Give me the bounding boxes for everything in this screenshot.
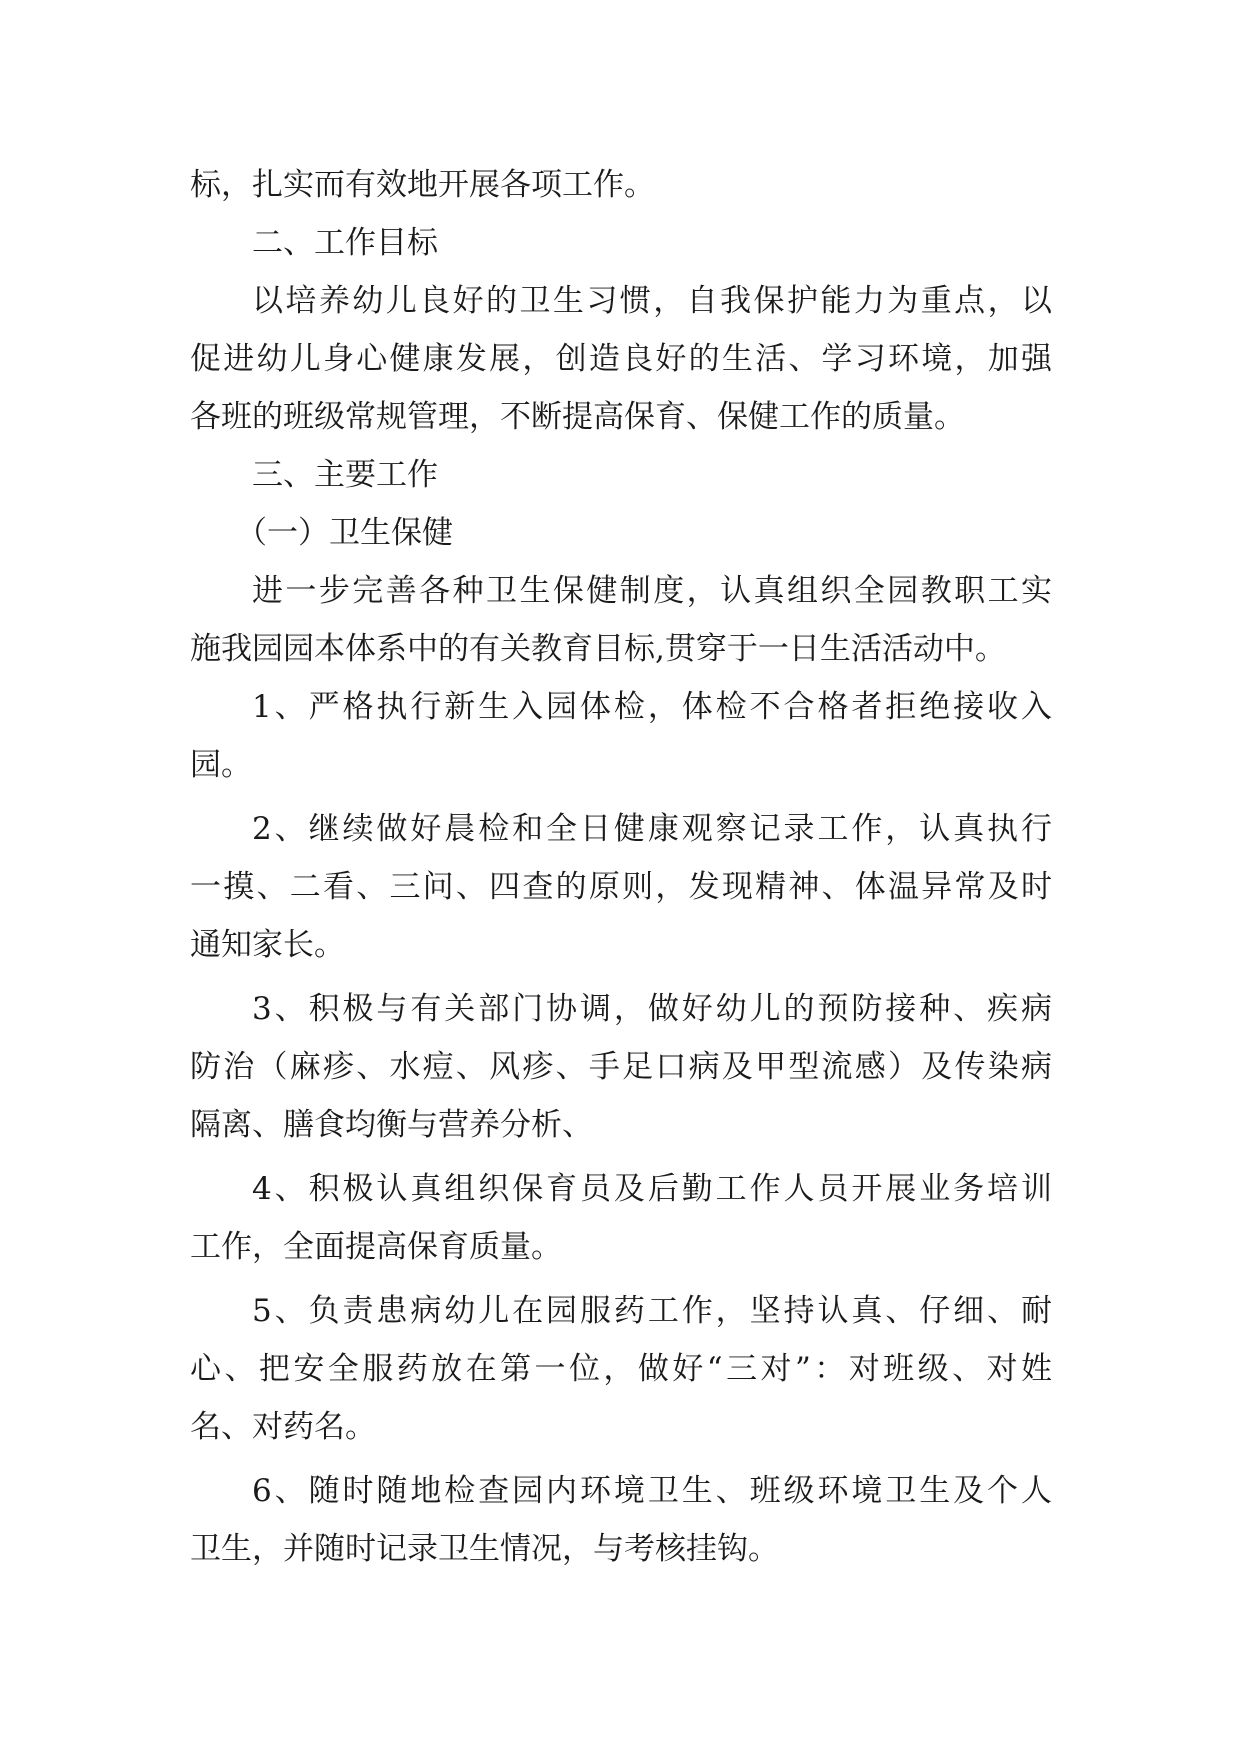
section-heading: 三、主要工作: [252, 457, 438, 493]
list-item-line: 3、积极与有关部门协调，做好幼儿的预防接种、疾病: [252, 991, 1052, 1027]
text-line: 以培养幼儿良好的卫生习惯，自我保护能力为重点，以: [252, 283, 1052, 319]
list-item-line: 2、继续做好晨检和全日健康观察记录工作，认真执行: [252, 811, 1052, 847]
document-body: [190, 156, 1052, 1578]
text-line: 施我园园本体系中的有关教育目标,贯穿于一日生活活动中。: [190, 631, 1006, 667]
list-item-line: 6、随时随地检查园内环境卫生、班级环境卫生及个人: [252, 1473, 1052, 1509]
list-item-line: 4、积极认真组织保育员及后勤工作人员开展业务培训: [252, 1171, 1052, 1207]
list-item-line: 卫生，并随时记录卫生情况，与考核挂钩。: [190, 1531, 779, 1567]
list-item-line: 1、严格执行新生入园体检，体检不合格者拒绝接收入: [252, 689, 1052, 725]
list-item-line: 园。: [190, 747, 252, 783]
section-heading: 二、工作目标: [252, 225, 438, 261]
list-item-line: 工作，全面提高保育质量。: [190, 1229, 562, 1265]
list-item-line: 通知家长。: [190, 927, 345, 963]
list-item-line: 心、把安全服药放在第一位，做好“三对”：对班级、对姓: [190, 1351, 1052, 1387]
text-line: 标，扎实而有效地开展各项工作。: [190, 167, 655, 203]
subsection-heading: （一）卫生保健: [236, 515, 453, 551]
text-line: 促进幼儿身心健康发展，创造良好的生活、学习环境，加强: [190, 341, 1052, 377]
text-line: 各班的班级常规管理，不断提高保育、保健工作的质量。: [190, 399, 965, 435]
list-item-line: 隔离、膳食均衡与营养分析、: [190, 1107, 593, 1143]
list-item-line: 名、对药名。: [190, 1409, 376, 1445]
text-line: 进一步完善各种卫生保健制度，认真组织全园教职工实: [252, 573, 1052, 609]
list-item-line: 一摸、二看、三问、四查的原则，发现精神、体温异常及时: [190, 869, 1052, 905]
list-item-line: 5、负责患病幼儿在园服药工作，坚持认真、仔细、耐: [252, 1293, 1052, 1329]
list-item-line: 防治（麻疹、水痘、风疹、手足口病及甲型流感）及传染病: [190, 1049, 1052, 1085]
